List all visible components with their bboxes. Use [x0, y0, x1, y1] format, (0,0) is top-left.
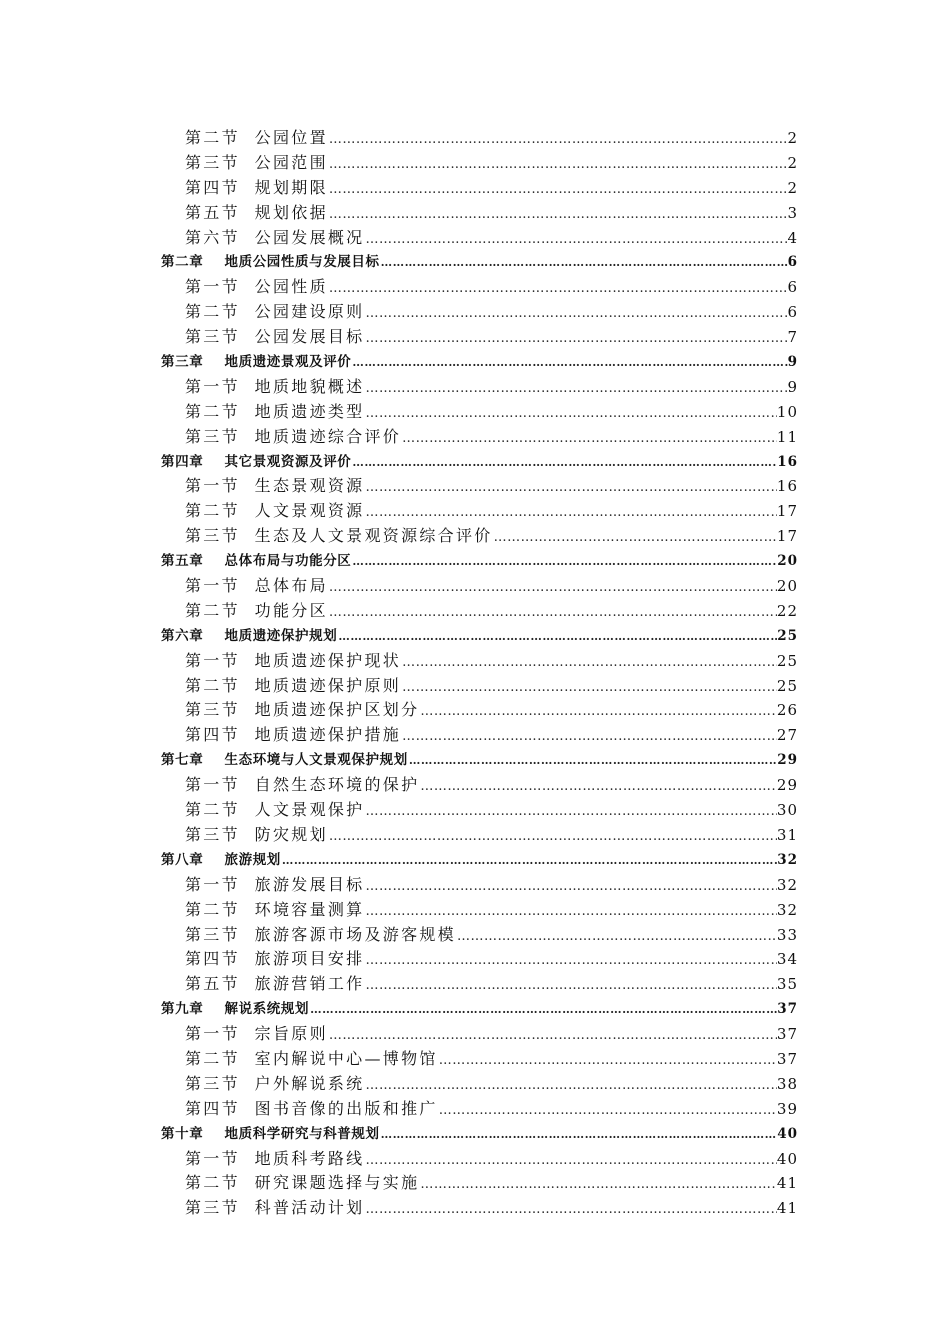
toc-page-number: 17 [776, 527, 798, 546]
toc-leader-dots [328, 601, 777, 624]
toc-page-number: 2 [787, 153, 798, 172]
toc-leader-dots [401, 651, 777, 674]
toc-page-number: 26 [776, 701, 798, 720]
toc-section-entry [161, 574, 798, 599]
toc-leader-dots [328, 178, 788, 201]
toc-leader-dots [364, 974, 776, 997]
toc-leader-dots [364, 402, 776, 425]
toc-page-number: 2 [787, 129, 798, 147]
toc-leader-dots [364, 900, 776, 923]
toc-section-entry [161, 923, 798, 948]
toc-entry-title: 第一节 地质遗迹保护现状 [185, 650, 402, 670]
toc-entry-title: 第五节 旅游营销工作 [185, 974, 365, 994]
toc-entry-title: 第四章 其它景观资源及评价 [161, 453, 352, 470]
toc-section-entry [161, 1022, 798, 1047]
toc-entry-title: 第一节 总体布局 [185, 576, 328, 596]
toc-section-entry [161, 176, 798, 201]
toc-chapter-entry [161, 549, 798, 574]
toc-leader-dots [456, 925, 777, 948]
toc-entry-title: 第三节 旅游客源市场及游客规模 [185, 924, 456, 944]
toc-page-number: 6 [787, 278, 798, 297]
toc-page-number: 22 [776, 601, 798, 620]
toc-leader-dots [351, 350, 787, 375]
toc-leader-dots [364, 476, 776, 499]
toc-entry-title: 第一节 地质地貌概述 [185, 376, 365, 396]
toc-entry-title: 第一节 公园性质 [185, 277, 328, 297]
toc-page-number: 31 [776, 825, 798, 844]
toc-section-entry [161, 1097, 798, 1122]
toc-leader-dots [438, 1099, 777, 1122]
toc-entry-title: 第四节 图书音像的出版和推广 [185, 1098, 438, 1118]
toc-entry-title: 第六节 公园发展概况 [185, 227, 365, 247]
toc-page-number: 10 [776, 402, 798, 421]
toc-page-number: 16 [776, 477, 798, 496]
toc-chapter-entry [161, 997, 798, 1022]
toc-section-entry [161, 1196, 798, 1221]
toc-leader-dots [328, 1024, 777, 1047]
toc-entry-title: 第二节 人文景观资源 [185, 501, 365, 521]
toc-section-entry [161, 226, 798, 251]
toc-entry-title: 第六章 地质遗迹保护规划 [161, 627, 338, 644]
toc-entry-title: 第三节 防灾规划 [185, 824, 328, 844]
toc-entry-title: 第三节 地质遗迹保护区划分 [185, 700, 420, 720]
toc-page-number: 7 [787, 328, 798, 347]
toc-chapter-entry [161, 1122, 798, 1147]
toc-leader-dots [380, 250, 788, 275]
toc-page-number: 29 [777, 752, 798, 769]
toc-section-entry [161, 524, 798, 549]
toc-section-entry [161, 823, 798, 848]
toc-leader-dots [364, 377, 787, 400]
toc-page-number: 33 [776, 925, 798, 944]
toc-leader-dots [438, 1049, 777, 1072]
toc-page-number: 37 [777, 1001, 798, 1018]
toc-section-entry [161, 773, 798, 798]
toc-entry-title: 第三节 地质遗迹综合评价 [185, 426, 402, 446]
toc-leader-dots [364, 302, 787, 325]
toc-page-number: 40 [777, 1125, 798, 1142]
toc-entry-title: 第一节 地质科考路线 [185, 1148, 365, 1168]
toc-section-entry [161, 126, 798, 151]
toc-entry-title: 第二节 公园位置 [185, 128, 328, 147]
toc-entry-title: 第二节 地质遗迹类型 [185, 401, 365, 421]
toc-leader-dots [309, 997, 777, 1022]
toc-entry-title: 第七章 生态环境与人文景观保护规划 [161, 752, 408, 769]
toc-entry-title: 第三节 公园发展目标 [185, 327, 365, 347]
toc-section-entry [161, 798, 798, 823]
toc-page-number: 41 [776, 1174, 798, 1193]
toc-section-entry [161, 151, 798, 176]
toc-entry-title: 第一节 生态景观资源 [185, 476, 365, 496]
toc-page-number: 32 [776, 875, 798, 894]
toc-leader-dots [364, 501, 776, 524]
toc-entry-title: 第三节 户外解说系统 [185, 1073, 365, 1093]
toc-leader-dots [364, 228, 787, 251]
toc-page-number: 9 [787, 377, 798, 396]
toc-page-number: 6 [787, 254, 798, 271]
toc-page-number: 11 [776, 427, 798, 446]
toc-leader-dots [328, 128, 788, 151]
toc-section-entry [161, 400, 798, 425]
toc-section-entry [161, 275, 798, 300]
toc-section-entry [161, 947, 798, 972]
toc-page-number: 16 [777, 453, 798, 470]
toc-section-entry [161, 201, 798, 226]
toc-leader-dots [364, 949, 776, 972]
toc-entry-title: 第四节 旅游项目安排 [185, 949, 365, 969]
toc-chapter-entry [161, 624, 798, 649]
toc-entry-title: 第三节 生态及人文景观资源综合评价 [185, 526, 493, 546]
toc-leader-dots [364, 327, 787, 350]
toc-page-number: 34 [776, 950, 798, 969]
toc-chapter-entry [161, 250, 798, 275]
toc-leader-dots [493, 526, 777, 549]
toc-leader-dots [364, 1149, 776, 1172]
toc-entry-title: 第四节 地质遗迹保护措施 [185, 725, 402, 745]
toc-page-number: 17 [776, 502, 798, 521]
toc-section-entry [161, 649, 798, 674]
toc-page-number: 40 [776, 1149, 798, 1168]
toc-leader-dots [351, 450, 777, 475]
toc-section-entry [161, 1147, 798, 1172]
toc-section-entry [161, 723, 798, 748]
toc-entry-title: 第五节 规划依据 [185, 202, 328, 222]
toc-chapter-entry [161, 848, 798, 873]
toc-page-number: 38 [776, 1074, 798, 1093]
toc-section-entry [161, 375, 798, 400]
toc-section-entry [161, 1047, 798, 1072]
toc-leader-dots [281, 848, 777, 873]
toc-entry-title: 第一节 旅游发展目标 [185, 874, 365, 894]
toc-leader-dots [328, 576, 777, 599]
toc-entry-title: 第三节 科普活动计划 [185, 1198, 365, 1218]
toc-leader-dots [364, 800, 776, 823]
toc-leader-dots [351, 549, 777, 574]
toc-page-number: 25 [777, 627, 798, 644]
toc-entry-title: 第二节 室内解说中心—博物馆 [185, 1048, 438, 1068]
toc-entry-title: 第二节 公园建设原则 [185, 302, 365, 322]
toc-entry-title: 第八章 旅游规划 [161, 851, 281, 868]
toc-section-entry [161, 1171, 798, 1196]
toc-leader-dots [337, 624, 777, 649]
toc-entry-title: 第一节 自然生态环境的保护 [185, 775, 420, 795]
toc-section-entry [161, 300, 798, 325]
toc-entry-title: 第五章 总体布局与功能分区 [161, 553, 352, 570]
toc-entry-title: 第二节 地质遗迹保护原则 [185, 675, 402, 695]
toc-page-number: 6 [787, 303, 798, 322]
toc-section-entry [161, 499, 798, 524]
toc-page-number: 2 [787, 178, 798, 197]
toc-page-number: 9 [787, 354, 798, 371]
toc-page-number: 39 [776, 1099, 798, 1118]
toc-page-number: 35 [776, 975, 798, 994]
toc-leader-dots [328, 153, 788, 176]
toc-entry-title: 第四节 规划期限 [185, 177, 328, 197]
toc-section-entry [161, 474, 798, 499]
toc-leader-dots [419, 775, 777, 798]
toc-leader-dots [419, 700, 777, 723]
toc-section-entry [161, 674, 798, 699]
toc-leader-dots [401, 427, 777, 450]
toc-leader-dots [401, 725, 777, 748]
toc-chapter-entry [161, 450, 798, 475]
toc-page-number: 20 [776, 577, 798, 596]
toc-leader-dots [328, 203, 788, 226]
toc-page-number: 20 [777, 553, 798, 570]
toc-entry-title: 第九章 解说系统规划 [161, 1001, 310, 1018]
toc-entry-title: 第一节 宗旨原则 [185, 1024, 328, 1044]
toc-leader-dots [401, 676, 777, 699]
toc-entry-title: 第二节 人文景观保护 [185, 800, 365, 820]
toc-leader-dots [364, 1198, 776, 1221]
toc-page-number: 41 [776, 1199, 798, 1218]
toc-chapter-entry [161, 350, 798, 375]
toc-leader-dots [419, 1173, 777, 1196]
toc-leader-dots [328, 825, 777, 848]
toc-leader-dots [408, 748, 777, 773]
toc-entry-title: 第二章 地质公园性质与发展目标 [161, 254, 380, 271]
toc-page-number: 25 [776, 651, 798, 670]
toc-entry-title: 第二节 功能分区 [185, 600, 328, 620]
toc-entry-title: 第三节 公园范围 [185, 152, 328, 172]
toc-entry-title: 第三章 地质遗迹景观及评价 [161, 354, 352, 371]
toc-page-number: 32 [776, 900, 798, 919]
toc-section-entry [161, 972, 798, 997]
table-of-contents [161, 126, 798, 1221]
toc-section-entry [161, 698, 798, 723]
toc-leader-dots [364, 875, 776, 898]
toc-section-entry [161, 325, 798, 350]
toc-page-number: 25 [776, 676, 798, 695]
toc-page-number: 32 [777, 851, 798, 868]
toc-entry-title: 第二节 研究课题选择与实施 [185, 1173, 420, 1193]
toc-section-entry [161, 599, 798, 624]
toc-section-entry [161, 873, 798, 898]
toc-chapter-entry [161, 748, 798, 773]
toc-page-number: 37 [776, 1025, 798, 1044]
toc-page-number: 30 [776, 801, 798, 820]
toc-page-number: 4 [787, 228, 798, 247]
toc-section-entry [161, 1072, 798, 1097]
toc-entry-title: 第二节 环境容量测算 [185, 899, 365, 919]
toc-leader-dots [364, 1074, 776, 1097]
toc-section-entry [161, 425, 798, 450]
toc-page-number: 3 [787, 203, 798, 222]
toc-page-number: 27 [776, 726, 798, 745]
toc-entry-title: 第十章 地质科学研究与科普规划 [161, 1125, 380, 1142]
toc-leader-dots [380, 1122, 778, 1147]
toc-section-entry [161, 898, 798, 923]
toc-leader-dots [328, 277, 788, 300]
toc-page-number: 29 [776, 776, 798, 795]
toc-page-number: 37 [776, 1049, 798, 1068]
